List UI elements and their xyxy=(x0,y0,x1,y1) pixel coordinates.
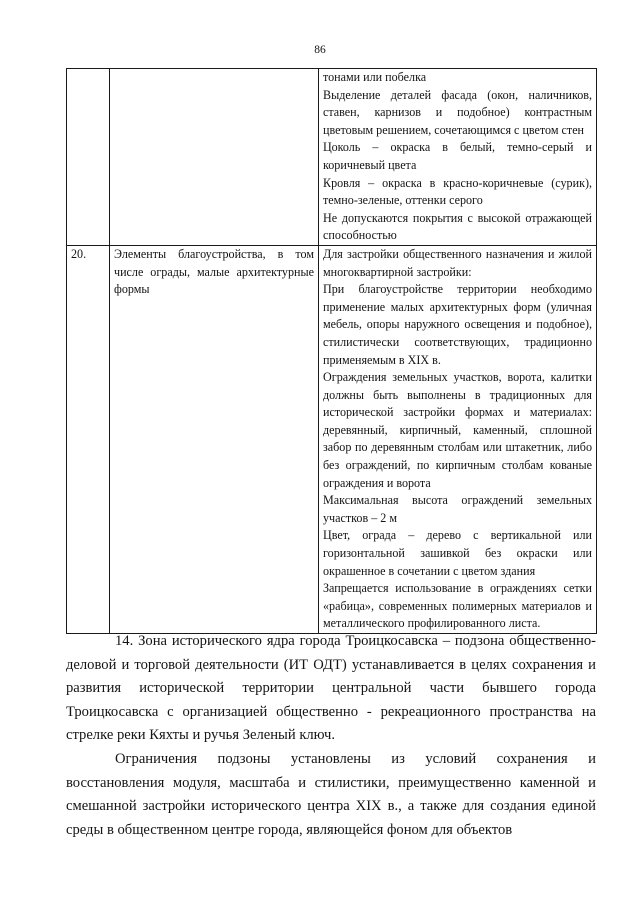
regulations-table xyxy=(66,68,597,634)
paragraph: 14. Зона исторического ядра города Троицкосавска – подзона общественно-деловой и торговой деятельности (ИТ ОДТ) устанавливается в целях сохранения и развития исторической территории центральной части бывшего города Троицкосавска с организацией общественно - рекреационного пространства на стрелке реки Кяхты и ручья Зеленый ключ. xyxy=(66,633,596,744)
row-number-cell: 20. xyxy=(67,245,110,633)
requirements-cell xyxy=(319,245,597,633)
requirement-item: Не допускаются покрытия с высокой отражающей способностью xyxy=(323,210,592,243)
requirement-item: Запрещается использование в ограждениях сетки «рабица», современных полимерных материалов и металлического профилированного листа. xyxy=(323,581,592,631)
table-row xyxy=(67,245,597,633)
requirement-item: Выделение деталей фасада (окон, наличников, ставен, карнизов и подобное) контрастным цветовым решением, сочетающимся с цветом стен xyxy=(323,87,592,137)
requirement-item: Максимальная высота ограждений земельных участков – 2 м xyxy=(323,493,592,525)
element-name: Элементы благоустройства, в том числе ограды, малые архитектурные формы xyxy=(114,246,314,297)
body-text xyxy=(66,630,596,842)
requirement-item: Ограждения земельных участков, ворота, калитки должны быть выполнены в традиционных для исторической застройки формах и материалах: деревянный, кирпичный, каменный, сплошной забор по деревянным столбам или штакетник, либо без ограждений, по кирпичным столбам кованые ограждения и ворота xyxy=(323,370,592,490)
element-cell xyxy=(110,245,319,633)
requirement-item: При благоустройстве территории необходимо применение малых архитектурных форм (уличная мебель, опоры наружного освещения и подобное), стилистически соответствующих, традиционно применяемым в XIX в. xyxy=(323,282,592,367)
page-number: 86 xyxy=(314,44,326,56)
requirement-item: Кровля – окраска в красно-коричневые (сурик), темно-зеленые, оттенки серого xyxy=(323,175,592,208)
requirement-item: Для застройки общественного назначения и жилой многоквартирной застройки: xyxy=(323,246,592,279)
table-row xyxy=(67,69,597,246)
row-number-cell xyxy=(67,69,110,246)
paragraph: Ограничения подзоны установлены из условий сохранения и восстановления модуля, масштаба и стилистики, преимущественно каменной и смешанной застройки исторического центра XIX в., а также для создания единой среды в общественном центре города, являющейся фоном для объектов xyxy=(66,750,596,838)
requirement-item: Цоколь – окраска в белый, темно-серый и коричневый цвета xyxy=(323,140,592,172)
requirement-item: тонами или побелка xyxy=(323,70,427,84)
element-cell xyxy=(110,69,319,246)
requirements-cell xyxy=(319,69,597,246)
requirement-item: Цвет, ограда – дерево с вертикальной или горизонтальной зашивкой без окраски или окрашенное в сочетании с цветом здания xyxy=(323,528,592,578)
